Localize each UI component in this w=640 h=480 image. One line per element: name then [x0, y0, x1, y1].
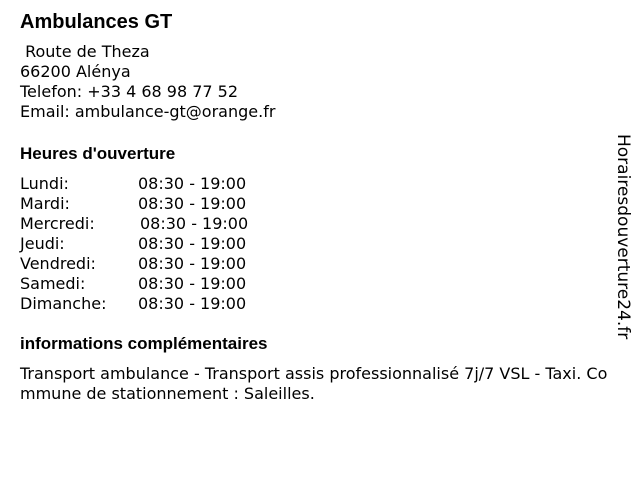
address-city: 66200 Alénya	[20, 62, 131, 81]
hours-row-monday	[20, 174, 320, 194]
contact-block	[20, 42, 620, 122]
hours-row-saturday	[20, 274, 320, 294]
opening-hours-heading: Heures d'ouverture	[20, 144, 176, 163]
day-label: Jeudi:	[20, 234, 65, 253]
day-label: Samedi:	[20, 274, 86, 293]
opening-hours-list	[20, 174, 320, 314]
day-label: Vendredi:	[20, 254, 96, 273]
time-range: 08:30 - 19:00	[138, 174, 247, 193]
time-range: 08:30 - 19:00	[140, 214, 249, 233]
day-label: Lundi:	[20, 174, 69, 193]
email-address[interactable]: Email: ambulance-gt@orange.fr	[20, 102, 276, 121]
additional-info-heading: informations complémentaires	[20, 334, 268, 353]
phone-number[interactable]: Telefon: +33 4 68 98 77 52	[20, 82, 239, 101]
hours-row-sunday	[20, 294, 320, 314]
additional-info-text: Transport ambulance - Transport assis professionnalisé 7j/7 VSL - Taxi. Commune de stationnement : Saleilles.	[20, 364, 608, 403]
hours-row-tuesday	[20, 194, 320, 214]
address-street: Route de Theza	[20, 42, 150, 61]
site-watermark: Horairesdouverture24.fr	[613, 134, 633, 340]
hours-row-wednesday	[20, 214, 320, 234]
day-label: Mardi:	[20, 194, 70, 213]
time-range: 08:30 - 19:00	[138, 294, 247, 313]
hours-row-thursday	[20, 234, 320, 254]
hours-row-friday	[20, 254, 320, 274]
time-range: 08:30 - 19:00	[138, 234, 247, 253]
business-name: Ambulances GT	[20, 11, 173, 33]
time-range: 08:30 - 19:00	[138, 254, 247, 273]
time-range: 08:30 - 19:00	[138, 274, 247, 293]
time-range: 08:30 - 19:00	[138, 194, 247, 213]
day-label: Dimanche:	[20, 294, 107, 313]
business-card	[20, 10, 620, 403]
day-label: Mercredi:	[20, 214, 95, 233]
